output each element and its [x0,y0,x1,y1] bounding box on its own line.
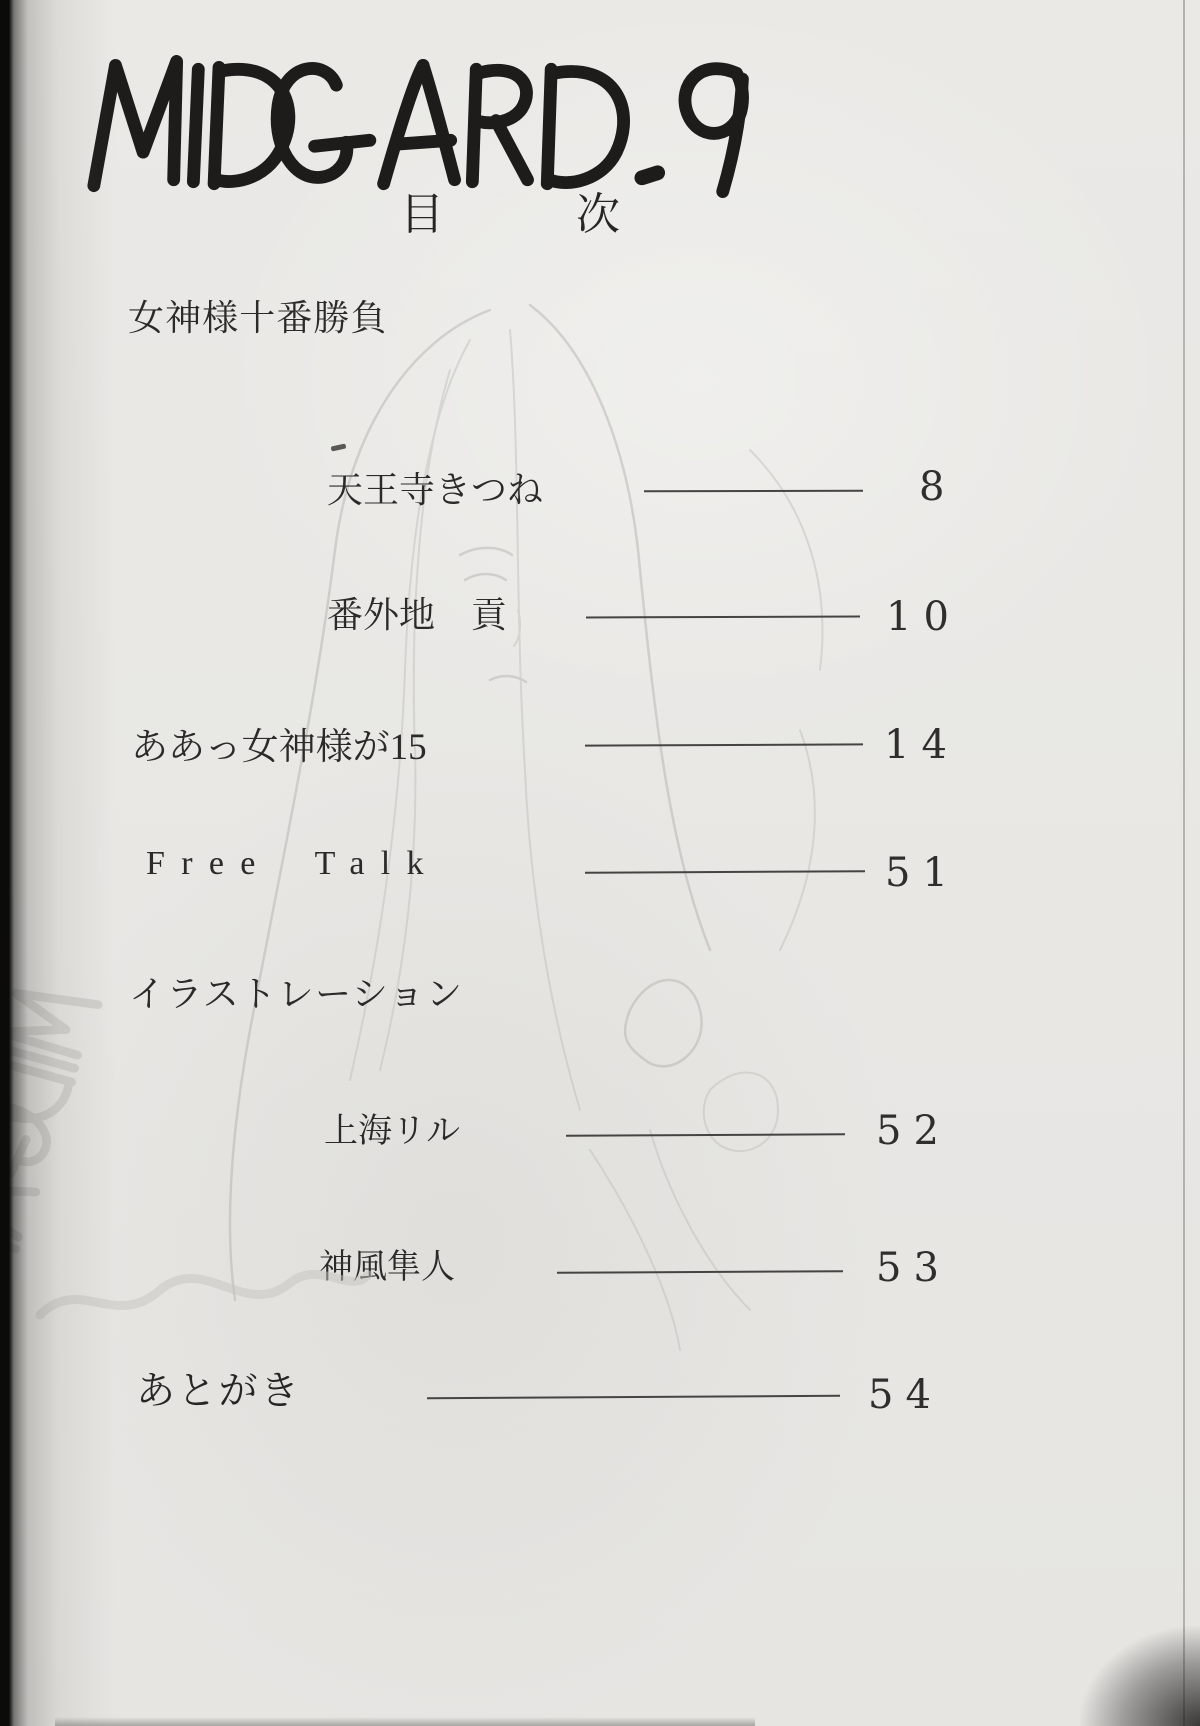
toc-entry-label: 神風隼人 [319,1249,455,1286]
toc-leader-line [644,490,863,493]
toc-page-number: 51 [885,850,960,896]
page-edge-bottom [55,1717,755,1726]
toc-page-number: 8 [919,464,957,510]
corner-shadow [1080,1626,1200,1726]
toc-entry-label: 上海リル [324,1113,460,1150]
toc-leader-line [585,743,863,746]
toc-page-number: 54 [868,1372,943,1418]
toc-leader-line [566,1133,845,1136]
toc-entry-label: あとがき [136,1370,302,1413]
toc-entry-label: Free Talk [146,845,440,882]
stray-mark [331,443,347,451]
toc-leader-line [557,1270,843,1273]
toc-heading: 目次 [400,190,752,239]
toc-entry-label: ああっ女神様が15 [131,727,427,768]
toc-leader-line [585,870,865,873]
toc-page-number: 14 [884,722,959,768]
toc-entry-label: 番外地 貢 [327,595,508,635]
toc-page-number: 10 [886,594,961,640]
toc-entry-label: 女神様十番勝負 [128,298,388,338]
page-edge-right [1183,0,1185,1726]
background-sketch [110,250,910,1380]
toc-entry-label: イラストレーション [129,974,464,1014]
toc-leader-line [586,616,860,619]
toc-leader-line [427,1395,840,1400]
toc-entry-label: 天王寺きつね [327,470,544,510]
binding-shadow [0,0,115,1726]
toc-page-number: 53 [876,1245,951,1291]
toc-page-number: 52 [876,1108,951,1154]
